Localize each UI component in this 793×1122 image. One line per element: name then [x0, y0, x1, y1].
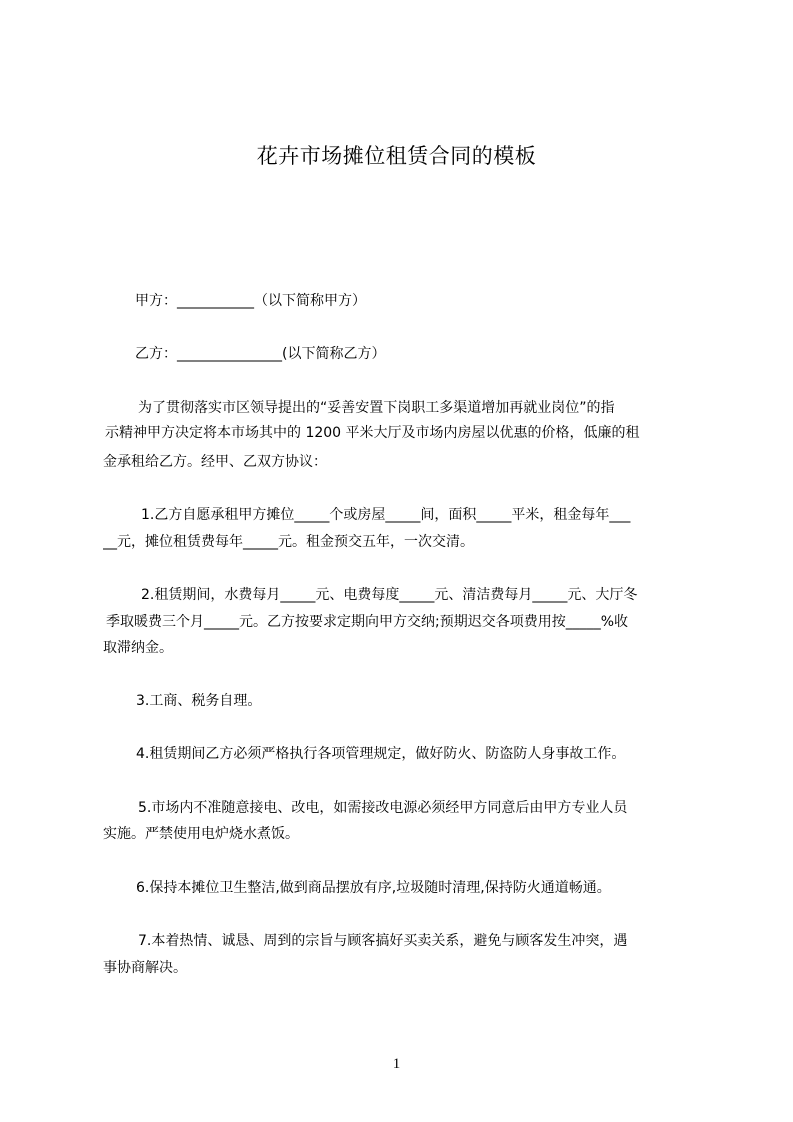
clause-7-line-1: 7.本着热情、诚恳、周到的宗旨与顾客搞好买卖关系，避免与顾客发生冲突，遇: [138, 933, 628, 949]
clause-6: 6.保持本摊位卫生整洁,做到商品摆放有序,垃圾随时清理,保持防火通道畅通。: [136, 880, 611, 896]
clause-2-line-1: 2.租赁期间，水费每月_____元、电费每度_____元、清洁费每月_____元、大厅冬: [141, 587, 638, 603]
clause-3: 3.工商、税务自理。: [136, 693, 262, 709]
clause-1-line-2: __元，摊位租赁费每年_____元。租金预交五年，一次交清。: [103, 534, 474, 550]
clause-7-line-2: 事协商解决。: [103, 960, 187, 976]
clause-2-line-3: 取滞纳金。: [103, 640, 173, 656]
party-b-line: 乙方：_______________(以下简称乙方）: [135, 346, 386, 362]
document-title: 花卉市场摊位租赁合同的模板: [256, 144, 537, 168]
clause-2-line-2: 季取暖费三个月_____元。乙方按要求定期向甲方交纳;预期迟交各项费用按_____%收: [106, 614, 629, 630]
clause-5-line-1: 5.市场内不准随意接电、改电，如需接改电源必须经甲方同意后由甲方专业人员: [138, 800, 628, 816]
preamble-line-2: 示精神甲方决定将本市场其中的 1200 平米大厅及市场内房屋以优惠的价格，低廉的租: [105, 425, 640, 441]
page-number: 1: [392, 1056, 401, 1072]
preamble-line-3: 金承租给乙方。经甲、乙双方协议：: [103, 454, 327, 470]
clause-1-line-1: 1.乙方自愿承租甲方摊位_____个或房屋_____间，面积_____平米，租金每年___: [141, 507, 631, 523]
clause-4: 4.租赁期间乙方必须严格执行各项管理规定，做好防火、防盗防人身事故工作。: [136, 746, 626, 762]
clause-5-line-2: 实施。严禁使用电炉烧水煮饭。: [103, 826, 299, 842]
preamble-line-1: 为了贯彻落实市区领导提出的“妥善安置下岗职工多渠道增加再就业岗位”的指: [138, 400, 615, 416]
party-a-line: 甲方：___________（以下简称甲方）: [135, 293, 366, 309]
